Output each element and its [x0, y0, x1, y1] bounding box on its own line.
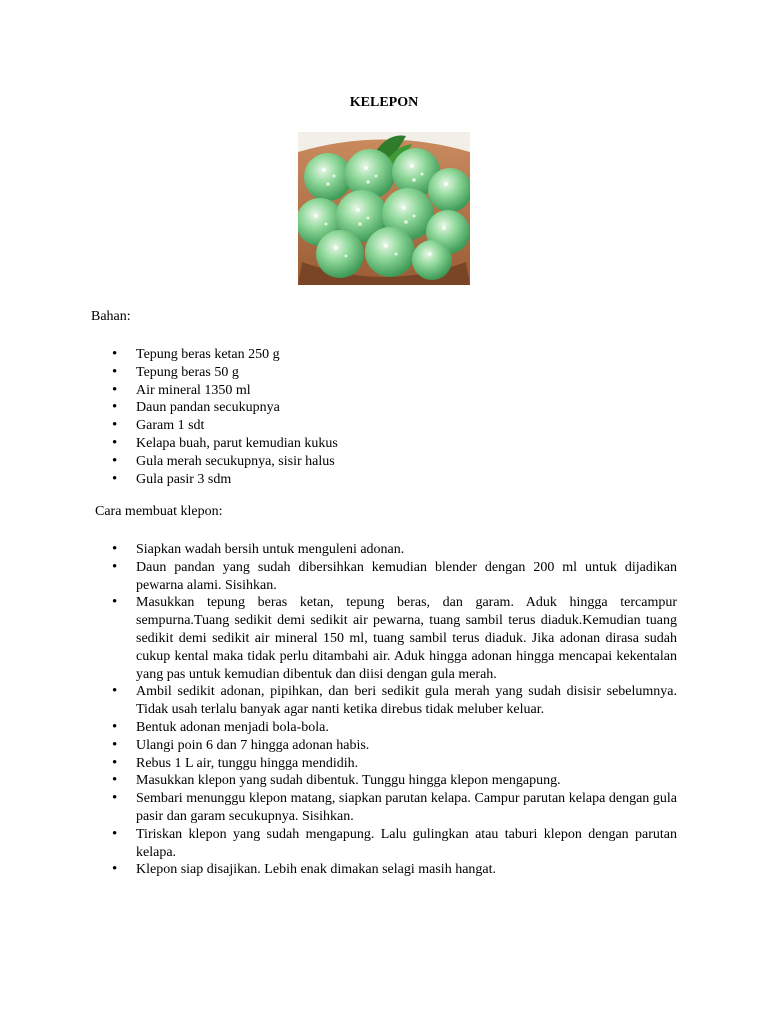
list-item: • Bentuk adonan menjadi bola-bola. — [136, 719, 677, 737]
list-item: • Tepung beras ketan 250 g — [136, 346, 677, 364]
list-item: • Masukkan klepon yang sudah dibentuk. Tunggu hingga klepon mengapung. — [136, 772, 677, 790]
list-item: • Garam 1 sdt — [136, 417, 677, 435]
list-item: • Siapkan wadah bersih untuk menguleni adonan. — [136, 541, 677, 559]
list-item: • Ulangi poin 6 dan 7 hingga adonan habis. — [136, 737, 677, 755]
list-item: • Masukkan tepung beras ketan, tepung beras, dan garam. Aduk hingga tercampur sempurna.Tuang sedikit demi sedikit air pewarna, tuang sambil terus diaduk.Kemudian tuang sedikit demi sedikit air mineral 150 ml, tuang sambil terus diaduk. Jika adonan dirasa sudah cukup kental maka tidak perlu ditambahi air. Aduk hingga adonan hingga mencapai kekentalan yang pas untuk kemudian dibentuk dan diisi dengan gula merah. — [136, 594, 677, 683]
list-item: • Daun pandan secukupnya — [136, 399, 677, 417]
list-item: • Tiriskan klepon yang sudah mengapung. Lalu gulingkan atau taburi klepon dengan parutan kelapa. — [136, 826, 677, 862]
steps-label: Cara membuat klepon: — [95, 504, 223, 519]
list-item: • Sembari menunggu klepon matang, siapkan parutan kelapa. Campur parutan kelapa dengan gula pasir dan garam secukupnya. Sisihkan. — [136, 790, 677, 826]
list-item: • Ambil sedikit adonan, pipihkan, dan beri sedikit gula merah yang sudah disisir sebelumnya. Tidak usah terlalu banyak agar nanti ketika direbus tidak meluber keluar. — [136, 683, 677, 719]
list-item: • Klepon siap disajikan. Lebih enak dimakan selagi masih hangat. — [136, 861, 677, 879]
list-item: • Rebus 1 L air, tunggu hingga mendidih. — [136, 755, 677, 773]
ingredients-label: Bahan: — [91, 309, 131, 324]
ingredients-list — [136, 346, 677, 488]
steps-list — [136, 541, 677, 879]
list-item: • Tepung beras 50 g — [136, 364, 677, 382]
list-item: • Kelapa buah, parut kemudian kukus — [136, 435, 677, 453]
list-item: • Air mineral 1350 ml — [136, 382, 677, 400]
list-item: • Gula pasir 3 sdm — [136, 471, 677, 489]
list-item: • Daun pandan yang sudah dibersihkan kemudian blender dengan 200 ml untuk dijadikan pewarna alami. Sisihkan. — [136, 559, 677, 595]
page-title: KELEPON — [349, 95, 419, 110]
klepon-photo-icon — [298, 132, 470, 285]
list-item: • Gula merah secukupnya, sisir halus — [136, 453, 677, 471]
